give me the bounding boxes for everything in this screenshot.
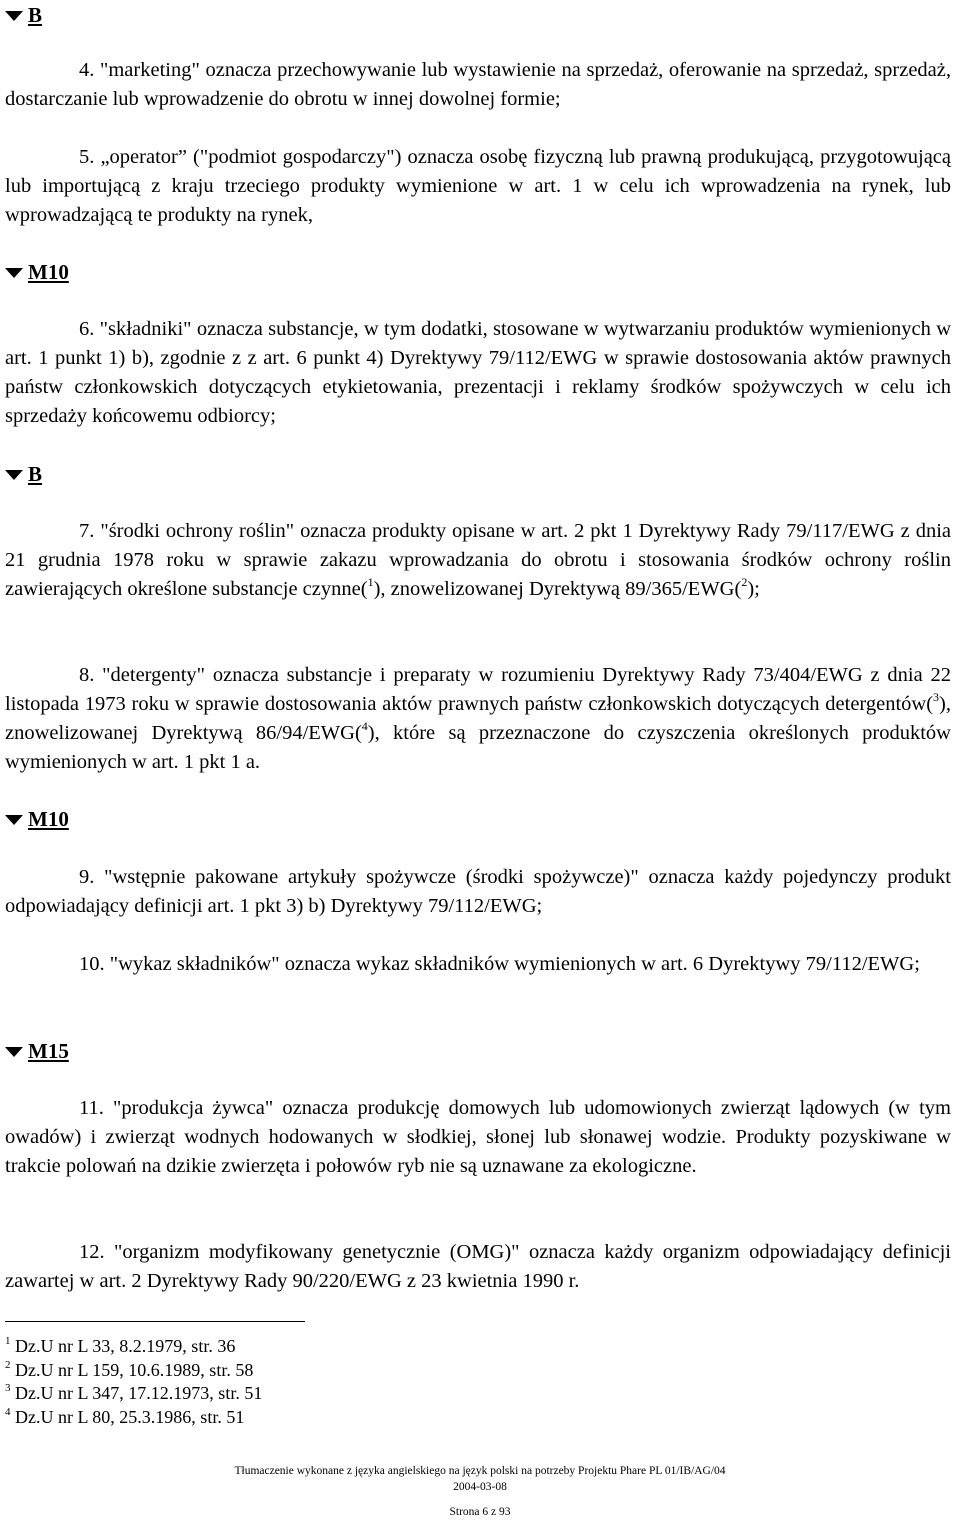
footnote-ref: 3 bbox=[933, 690, 940, 704]
footnote: $^4$ Dz.U nr L 80, 25.3.1986, str. 51 bbox=[5, 1405, 245, 1427]
amendment-label: B bbox=[28, 461, 43, 486]
definition-11: 11. "produkcja żywca" oznacza produkcję domowych lub udomowionych zwierząt lądowych (w tym owadów) i zwierząt wodnych hodowanych w słodkiej, słonej lub słonawej wodzie. Produkty pozyskiwane w trakcie polowań na dzikie zwierzęta i połowów ryb nie są uznawane za ekologiczne. bbox=[5, 1097, 951, 1177]
amendment-label: M10 bbox=[28, 806, 69, 831]
amendment-marker-m10[interactable] bbox=[5, 806, 69, 832]
footnote: $^3$ Dz.U nr L 347, 17.12.1973, str. 51 bbox=[5, 1382, 263, 1403]
collapse-triangle-icon bbox=[5, 268, 23, 278]
definition-4: 4. "marketing" oznacza przechowywanie lub wystawienie na sprzedaż, oferowanie na sprzedaż, sprzedaż, dostarczanie lub wprowadzenie do obrotu w innej dowolnej formie; bbox=[5, 59, 951, 110]
footnote: $^2$ Dz.U nr L 159, 10.6.1989, str. 58 bbox=[5, 1358, 254, 1380]
page-number: Strona 6 z 93 bbox=[449, 1506, 511, 1518]
collapse-triangle-icon bbox=[5, 11, 23, 21]
footnotes bbox=[5, 1335, 262, 1429]
amendment-marker-b[interactable] bbox=[5, 461, 42, 487]
definition-9: 9. "wstępnie pakowane artykuły spożywcze (środki spożywcze)" oznacza każdy pojedynczy produkt odpowiadający definicji art. 1 pkt 3) b) Dyrektywy 79/112/EWG; bbox=[5, 866, 951, 917]
footnote-separator bbox=[5, 1321, 305, 1322]
amendment-label: B bbox=[28, 2, 43, 27]
footer-translation-note: Tłumaczenie wykonane z języka angielskiego na język polski na potrzeby Projektu Phare PL 01/IB/AG/04 bbox=[234, 1465, 726, 1477]
amendment-label: M10 bbox=[28, 259, 69, 284]
definition-12: 12. "organizm modyfikowany genetycznie (OMG)" oznacza każdy organizm odpowiadający definicji zawartej w art. 2 Dyrektywy Rady 90/220/EWG z 23 kwietnia 1990 r. bbox=[5, 1241, 951, 1292]
definition-8: 8. "detergenty" oznacza substancje i preparaty w rozumieniu Dyrektywy Rady 73/404/EWG z dnia 22 listopada 1973 roku w sprawie dostosowania aktów prawnych państw członkowskich dotyczących detergentów($^3$), znowelizowanej Dyrektywą 86/94/EWG($^4$), które są przeznaczone do czyszczenia określonych produktów wymienionych w art. 1 pkt 1 a. bbox=[5, 664, 951, 773]
definition-6: 6. "składniki" oznacza substancje, w tym dodatki, stosowane w wytwarzaniu produktów wymienionych w art. 1 punkt 1) b), zgodnie z z art. 6 punkt 4) Dyrektywy 79/112/EWG w sprawie dostosowania aktów prawnych państw członkowskich dotyczących etykietowania, prezentacji i reklamy środków spożywczych w celu ich sprzedaży końcowemu odbiorcy; bbox=[5, 318, 951, 427]
footnote-ref: 1 bbox=[367, 575, 374, 589]
amendment-label: M15 bbox=[28, 1038, 69, 1063]
footnote: $^1$ Dz.U nr L 33, 8.2.1979, str. 36 bbox=[5, 1335, 236, 1356]
footnote-ref: 4 bbox=[361, 719, 368, 733]
amendment-marker-m10[interactable] bbox=[5, 259, 69, 285]
footer-date: 2004-03-08 bbox=[453, 1481, 507, 1493]
definition-5: 5. „operator” ("podmiot gospodarczy") oznacza osobę fizyczną lub prawną produkującą, przygotowującą lub importującą z kraju trzeciego produkty wymienione w art. 1 w celu ich wprowadzenia na rynek, lub wprowadzającą te produkty na rynek, bbox=[5, 146, 951, 226]
footnote-ref: 2 bbox=[741, 575, 748, 589]
collapse-triangle-icon bbox=[5, 470, 23, 480]
amendment-marker-m15[interactable] bbox=[5, 1038, 69, 1064]
definition-10: 10. "wykaz składników" oznacza wykaz składników wymienionych w art. 6 Dyrektywy 79/112/EWG; bbox=[79, 953, 920, 975]
collapse-triangle-icon bbox=[5, 1047, 23, 1057]
collapse-triangle-icon bbox=[5, 815, 23, 825]
definition-7: 7. "środki ochrony roślin" oznacza produkty opisane w art. 2 pkt 1 Dyrektywy Rady 79/117/EWG z dnia 21 grudnia 1978 roku w sprawie zakazu wprowadzania do obrotu i stosowania środków ochrony roślin zawierających określone substancje czynne($^1$), znowelizowanej Dyrektywą 89/365/EWG($^2$); bbox=[5, 520, 951, 600]
amendment-marker-b[interactable] bbox=[5, 2, 42, 28]
